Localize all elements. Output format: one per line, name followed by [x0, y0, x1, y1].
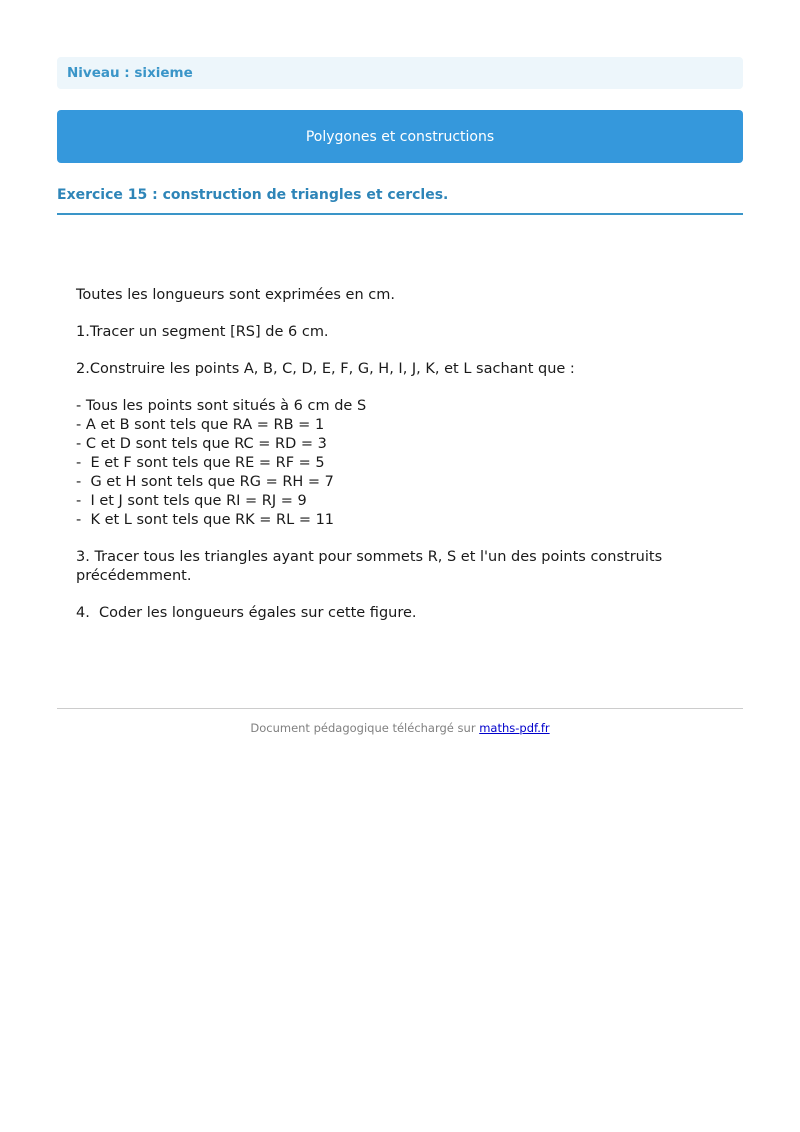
condition-item: - I et J sont tels que RI = RJ = 9 [76, 493, 307, 509]
condition-item: - C et D sont tels que RC = RD = 3 [76, 436, 327, 452]
condition-item: - Tous les points sont situés à 6 cm de S [76, 398, 367, 414]
condition-item: - G et H sont tels que RG = RH = 7 [76, 474, 334, 490]
condition-item: - K et L sont tels que RK = RL = 11 [76, 512, 335, 528]
exercise-heading [57, 185, 743, 215]
exercise-title: Exercice 15 : construction de triangles et cercles. [57, 187, 449, 203]
level-box [57, 57, 743, 89]
step-1: 1.Tracer un segment [RS] de 6 cm. [76, 324, 329, 340]
step-3-line-2: précédemment. [76, 568, 192, 584]
intro-text: Toutes les longueurs sont exprimées en cm. [76, 287, 395, 303]
step-2: 2.Construire les points A, B, C, D, E, F, G, H, I, J, K, et L sachant que : [76, 361, 575, 377]
step-4: 4. Coder les longueurs égales sur cette figure. [76, 605, 417, 621]
footer-divider [57, 708, 743, 709]
condition-item: - E et F sont tels que RE = RF = 5 [76, 455, 325, 471]
footer-link[interactable]: maths-pdf.fr [479, 721, 550, 735]
level-label: Niveau : sixieme [67, 65, 193, 81]
exercise-content [76, 286, 736, 623]
banner-title: Polygones et constructions [305, 128, 495, 145]
step-3-line-1: 3. Tracer tous les triangles ayant pour sommets R, S et l'un des points construits [76, 549, 663, 565]
footer-text: Document pédagogique téléchargé sur [250, 721, 480, 735]
footer [57, 721, 743, 735]
condition-item: - A et B sont tels que RA = RB = 1 [76, 417, 325, 433]
title-banner [57, 110, 743, 163]
